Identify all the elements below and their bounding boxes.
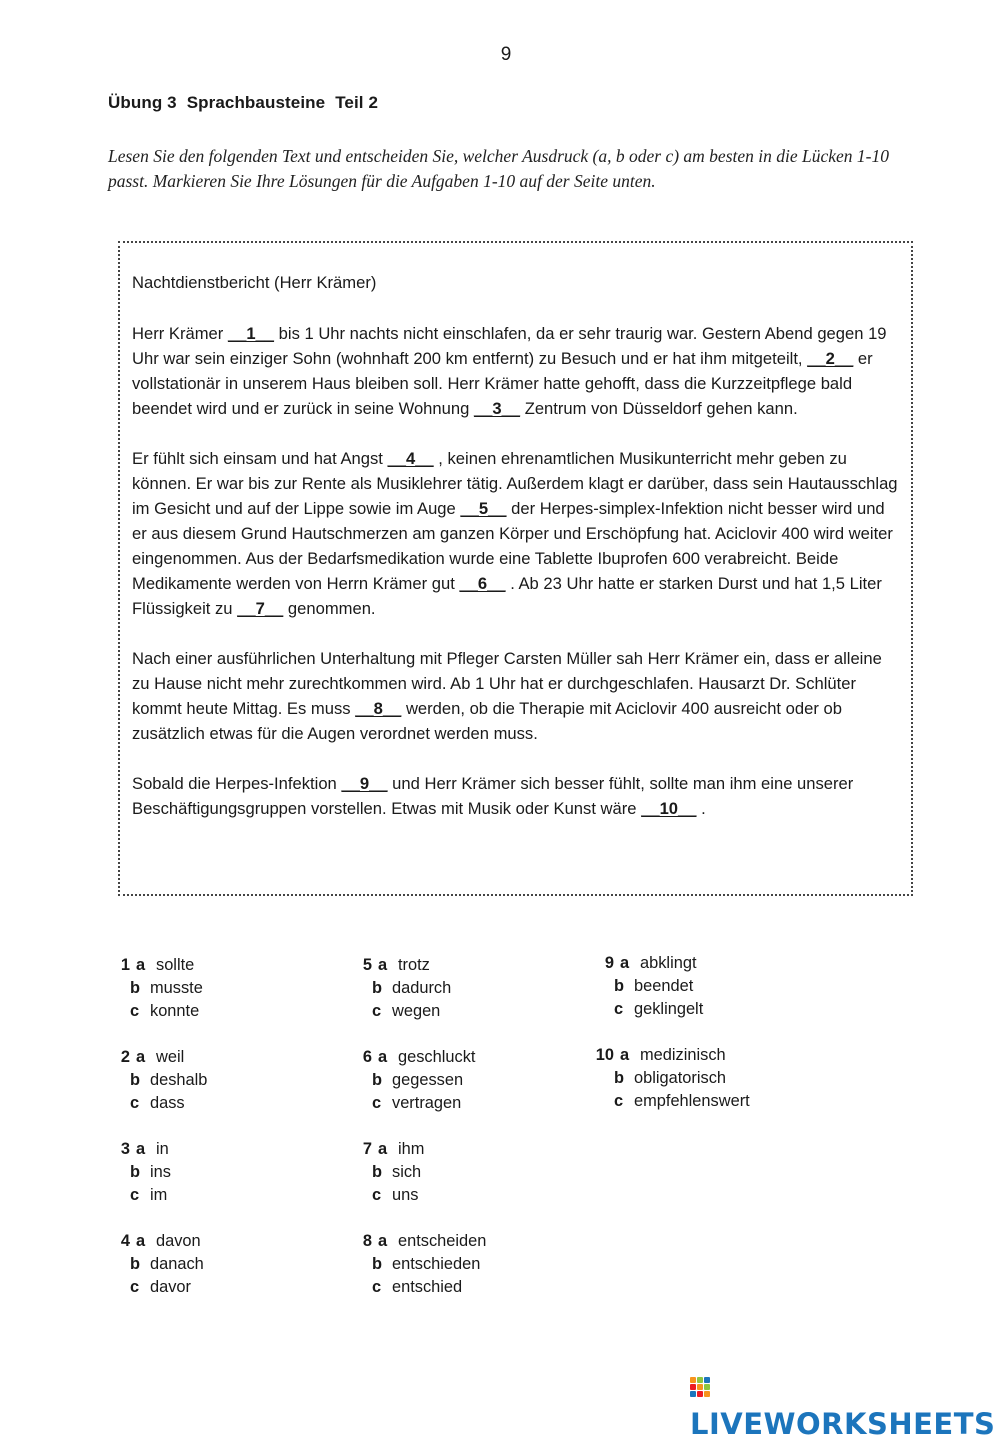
- gap-marker: __5__: [460, 499, 507, 518]
- report-text: . Ab 23 Uhr hatte er starken Durst und hat 1,5 Liter Flüssigkeit zu: [132, 574, 882, 618]
- report-paragraph-1: [132, 321, 902, 421]
- option-3c[interactable]: [110, 1184, 171, 1207]
- option-letter: b: [372, 1071, 383, 1089]
- option-6c[interactable]: [352, 1092, 475, 1115]
- report-text: bis 1 Uhr nachts nicht einschlafen, da er sehr traurig war. Gestern Abend gegen 19 Uhr war sein einziger Sohn (wohnhaft 200 km entfernt) zu Besuch und er hat ihm mitgeteilt,: [132, 324, 887, 368]
- option-7b[interactable]: [352, 1161, 424, 1184]
- option-group-1: [110, 954, 203, 1023]
- option-letter: c: [130, 1002, 140, 1020]
- option-text: trotz: [398, 956, 430, 974]
- question-number: 5: [362, 956, 372, 974]
- option-letter: a: [620, 1046, 630, 1064]
- option-9b[interactable]: [594, 975, 703, 998]
- option-9a[interactable]: [594, 952, 703, 975]
- option-letter: c: [614, 1000, 624, 1018]
- option-8c[interactable]: [352, 1276, 486, 1299]
- report-text: , keinen ehrenamtlichen Musikunterricht mehr geben zu können. Er war bis zur Rente als Musiklehrer tätig. Außerdem klagt er darüber, dass sein Hautausschlag im Gesicht und auf der Lippe sowie im Auge: [132, 449, 898, 518]
- option-group-9: [594, 952, 703, 1021]
- report-text: Herr Krämer: [132, 324, 228, 343]
- option-8b[interactable]: [352, 1253, 486, 1276]
- report-text: Sobald die Herpes-Infektion: [132, 774, 342, 793]
- option-letter: b: [130, 1255, 141, 1273]
- option-1b[interactable]: [110, 977, 203, 1000]
- report-text: genommen.: [283, 599, 376, 618]
- option-letter: b: [130, 1163, 141, 1181]
- option-5b[interactable]: [352, 977, 451, 1000]
- option-text: wegen: [392, 1002, 441, 1020]
- option-7a[interactable]: [352, 1138, 424, 1161]
- report-text: .: [696, 799, 706, 818]
- option-letter: b: [372, 979, 383, 997]
- option-6b[interactable]: [352, 1069, 475, 1092]
- report-paragraph-2: [132, 446, 902, 621]
- gap-marker: __10__: [641, 799, 697, 818]
- exercise-label: Übung 3: [108, 93, 177, 112]
- option-text: abklingt: [640, 954, 697, 972]
- report-paragraph-3: [132, 646, 902, 746]
- report-heading: Nachtdienstbericht (Herr Krämer): [132, 273, 377, 292]
- option-2a[interactable]: [110, 1046, 207, 1069]
- option-4c[interactable]: [110, 1276, 204, 1299]
- option-text: dadurch: [392, 979, 452, 997]
- option-text: ihm: [398, 1140, 425, 1158]
- question-number: 9: [604, 954, 614, 972]
- option-2c[interactable]: [110, 1092, 207, 1115]
- option-text: obligatorisch: [634, 1069, 727, 1087]
- question-number: 3: [120, 1140, 130, 1158]
- option-letter: a: [136, 956, 146, 974]
- option-letter: a: [620, 954, 630, 972]
- option-letter: c: [130, 1278, 140, 1296]
- question-number: 6: [362, 1048, 372, 1066]
- option-8a[interactable]: [352, 1230, 486, 1253]
- option-3b[interactable]: [110, 1161, 171, 1184]
- option-letter: a: [378, 1140, 388, 1158]
- option-letter: c: [372, 1186, 382, 1204]
- option-group-4: [110, 1230, 204, 1299]
- option-letter: c: [130, 1094, 140, 1112]
- option-letter: b: [372, 1255, 383, 1273]
- instructions: Lesen Sie den folgenden Text und entscheiden Sie, welcher Ausdruck (a, b oder c) am besten in die Lücken 1-10 passt. Markieren Sie Ihre Lösungen für die Aufgaben 1-10 auf der Seite unten.: [108, 146, 889, 191]
- option-4a[interactable]: [110, 1230, 204, 1253]
- gap-marker: __8__: [355, 699, 402, 718]
- option-text: in: [156, 1140, 169, 1158]
- option-text: davor: [150, 1278, 192, 1296]
- question-number: 1: [120, 956, 130, 974]
- page-number: 9: [500, 44, 512, 65]
- option-text: sich: [392, 1163, 422, 1181]
- option-text: geschluckt: [398, 1048, 476, 1066]
- report-text: werden, ob die Therapie mit Aciclovir 400 ausreicht oder ob zusätzlich etwas für die Augen verordnet werden muss.: [132, 699, 842, 743]
- report-text: der Herpes-simplex-Infektion nicht besser wird und er aus diesem Grund Hautschmerzen am ganzen Körper und Erschöpfung hat. Aciclovir 400 wird weiter eingenommen. Aus der Bedarfsmedikation wurde eine Tablette Ibuprofen 600 verabreicht. Beide Medikamente werden von Herrn Krämer gut: [132, 499, 893, 593]
- option-letter: b: [130, 979, 141, 997]
- option-text: konnte: [150, 1002, 200, 1020]
- option-text: ins: [150, 1163, 171, 1181]
- option-text: im: [150, 1186, 168, 1204]
- option-group-8: [352, 1230, 486, 1299]
- report-text: Nach einer ausführlichen Unterhaltung mit Pfleger Carsten Müller sah Herr Krämer ein, dass er alleine zu Hause nicht mehr zurechtkommen wird. Ab 1 Uhr hat er durchgeschlafen. Hausarzt Dr. Schlüter kommt heute Mittag. Es muss: [132, 649, 882, 718]
- option-letter: c: [614, 1092, 624, 1110]
- option-group-6: [352, 1046, 475, 1115]
- option-text: dass: [150, 1094, 185, 1112]
- option-letter: a: [378, 1048, 388, 1066]
- report-text: Er fühlt sich einsam und hat Angst: [132, 449, 388, 468]
- option-text: entschied: [392, 1278, 463, 1296]
- option-6a[interactable]: [352, 1046, 475, 1069]
- exercise-part: Teil 2: [335, 93, 379, 112]
- option-letter: a: [136, 1140, 146, 1158]
- option-group-5: [352, 954, 451, 1023]
- report-text: Zentrum von Düsseldorf gehen kann.: [520, 399, 798, 418]
- option-5a[interactable]: [352, 954, 451, 977]
- option-group-3: [110, 1138, 171, 1207]
- option-text: uns: [392, 1186, 419, 1204]
- option-text: gegessen: [392, 1071, 464, 1089]
- report-text-box: [118, 241, 913, 896]
- option-letter: b: [130, 1071, 141, 1089]
- option-letter: a: [378, 956, 388, 974]
- option-letter: b: [614, 977, 625, 995]
- gap-marker: __7__: [237, 599, 284, 618]
- option-text: danach: [150, 1255, 204, 1273]
- liveworksheets-logo: [690, 1373, 1000, 1441]
- gap-marker: __6__: [459, 574, 506, 593]
- question-number: 10: [595, 1046, 614, 1064]
- option-text: vertragen: [392, 1094, 462, 1112]
- option-2b[interactable]: [110, 1069, 207, 1092]
- gap-marker: __3__: [473, 399, 521, 418]
- option-10a[interactable]: [584, 1044, 750, 1067]
- option-5c[interactable]: [352, 1000, 451, 1023]
- option-letter: a: [378, 1232, 388, 1250]
- option-text: geklingelt: [634, 1000, 704, 1018]
- option-group-10: [584, 1044, 750, 1113]
- liveworksheets-logo-icon: [690, 1377, 716, 1403]
- option-text: entscheiden: [398, 1232, 487, 1250]
- option-text: entschieden: [392, 1255, 481, 1273]
- liveworksheets-logo-text: LIVEWORKSHEETS: [690, 1407, 996, 1441]
- option-text: beendet: [634, 977, 694, 995]
- option-letter: c: [372, 1278, 382, 1296]
- option-text: sollte: [156, 956, 195, 974]
- question-number: 4: [120, 1232, 130, 1250]
- report-text: er vollstationär in unserem Haus bleiben soll. Herr Krämer hatte gehofft, dass die Kurzzeitpflege bald beendet wird und er zurück in seine Wohnung: [132, 349, 873, 418]
- option-letter: b: [614, 1069, 625, 1087]
- option-letter: a: [136, 1232, 146, 1250]
- option-letter: b: [372, 1163, 383, 1181]
- option-1a[interactable]: [110, 954, 203, 977]
- option-group-2: [110, 1046, 207, 1115]
- gap-marker: __1__: [227, 324, 275, 343]
- question-number: 2: [120, 1048, 130, 1066]
- gap-marker: __4__: [387, 449, 434, 468]
- option-letter: c: [372, 1002, 382, 1020]
- option-7c[interactable]: [352, 1184, 424, 1207]
- option-text: musste: [150, 979, 203, 997]
- option-4b[interactable]: [110, 1253, 204, 1276]
- exercise-name: Sprachbausteine: [186, 93, 326, 112]
- exercise-title: [108, 93, 378, 113]
- option-letter: c: [130, 1186, 140, 1204]
- question-number: 7: [362, 1140, 372, 1158]
- option-text: weil: [156, 1048, 185, 1066]
- option-3a[interactable]: [110, 1138, 171, 1161]
- option-10c[interactable]: [584, 1090, 750, 1113]
- gap-marker: __2__: [807, 349, 854, 368]
- question-number: 8: [362, 1232, 372, 1250]
- report-paragraph-4: [132, 771, 902, 821]
- option-9c[interactable]: [594, 998, 703, 1021]
- option-text: empfehlenswert: [634, 1092, 750, 1110]
- report-text: und Herr Krämer sich besser fühlt, sollte man ihm eine unserer Beschäftigungsgruppen vorstellen. Etwas mit Musik oder Kunst wäre: [132, 774, 854, 818]
- option-1c[interactable]: [110, 1000, 203, 1023]
- option-text: davon: [156, 1232, 201, 1250]
- option-group-7: [352, 1138, 424, 1207]
- option-10b[interactable]: [584, 1067, 750, 1090]
- option-letter: c: [372, 1094, 382, 1112]
- gap-marker: __9__: [341, 774, 388, 793]
- option-text: deshalb: [150, 1071, 208, 1089]
- option-letter: a: [136, 1048, 146, 1066]
- option-text: medizinisch: [640, 1046, 726, 1064]
